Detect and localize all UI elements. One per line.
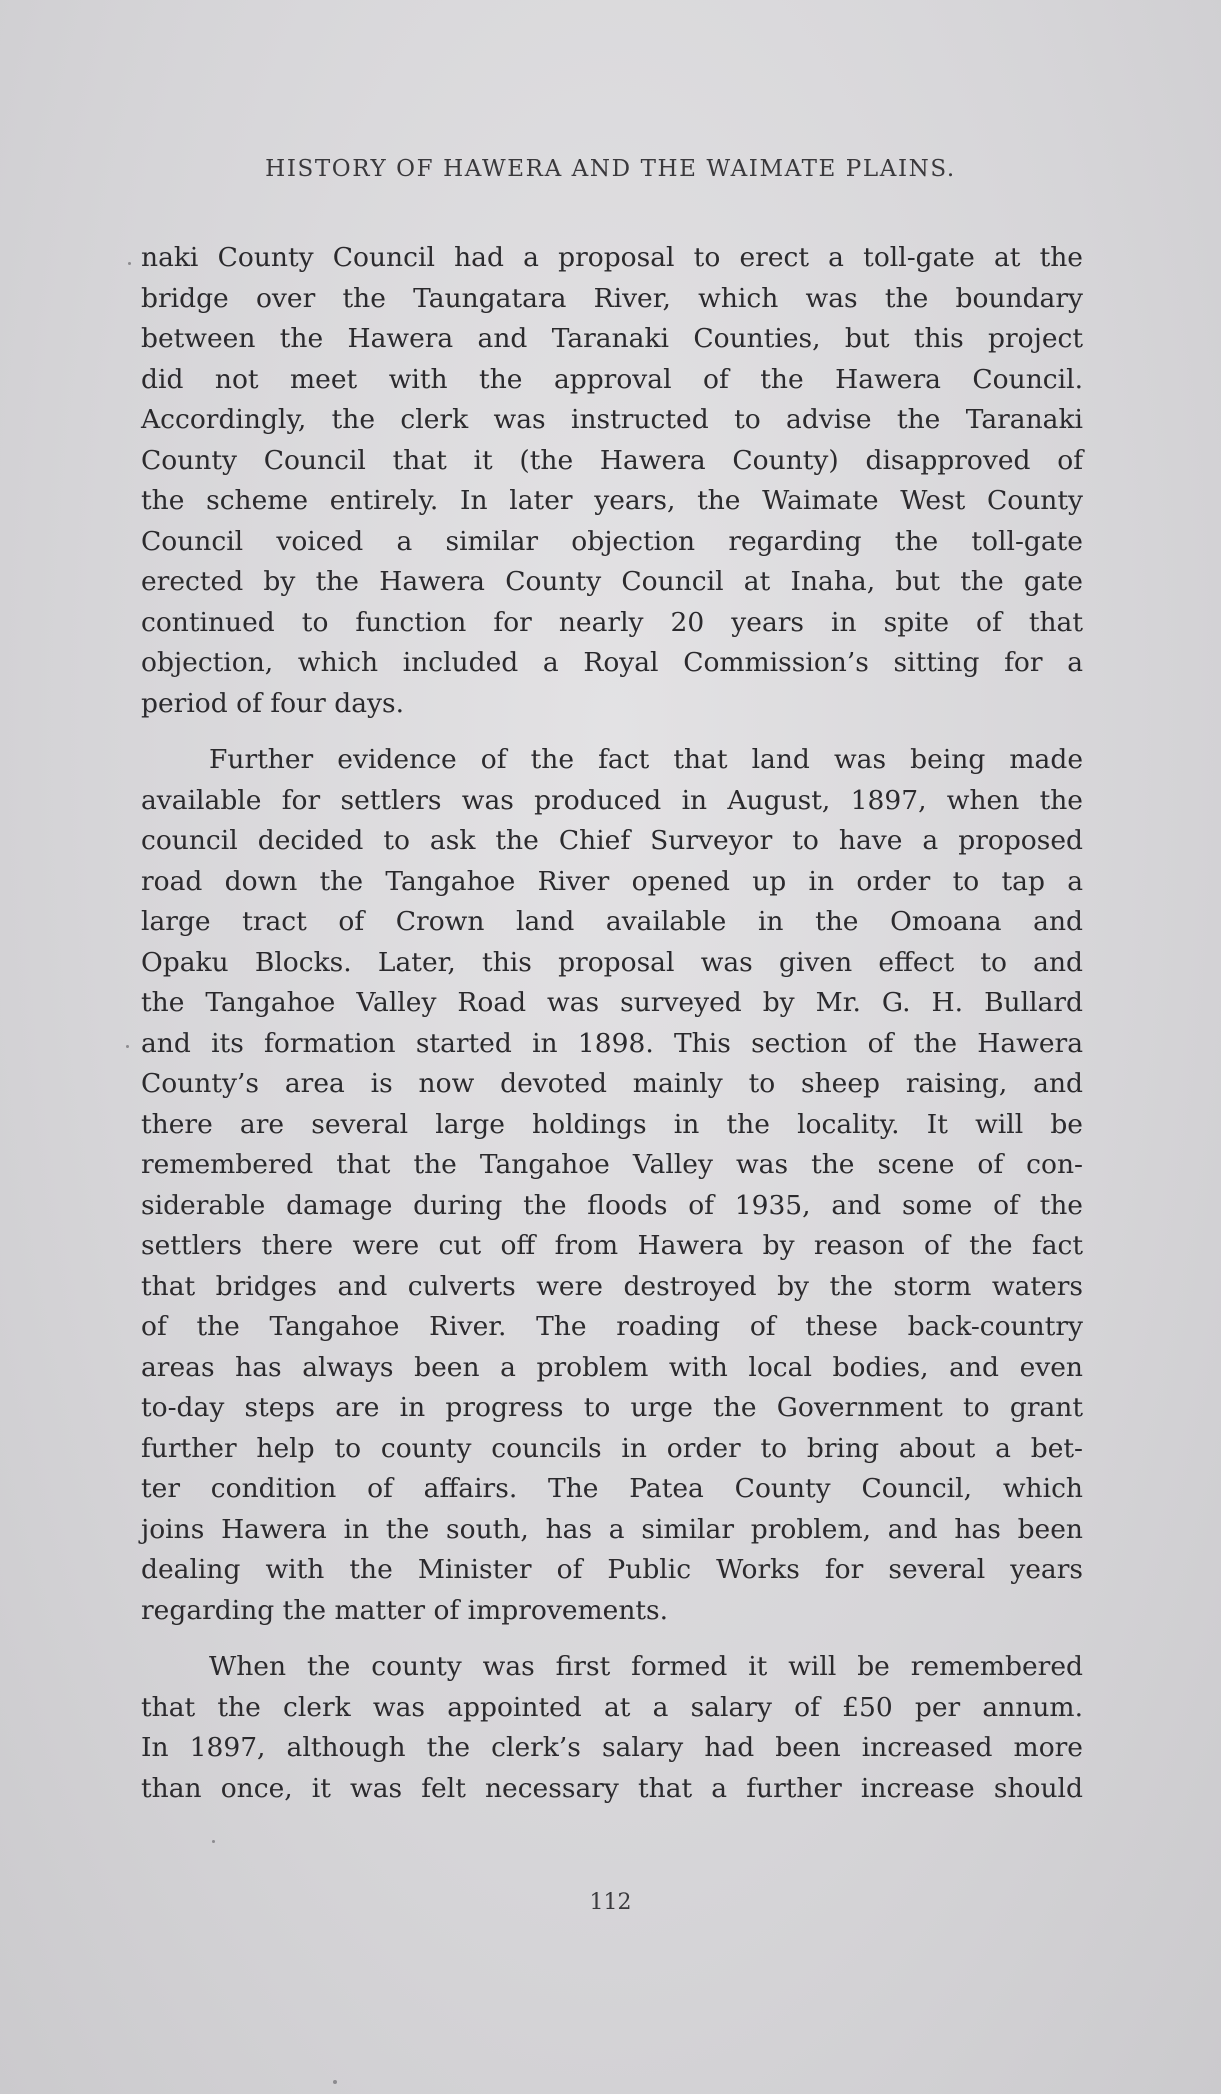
page-number: 112: [589, 1890, 632, 1915]
text-line: County Council that it (the Hawera County) disapproved of: [141, 444, 1083, 476]
text-line: naki County Council had a proposal to erect a toll-gate at the: [141, 242, 1083, 273]
text-line: did not meet with the approval of the Hawera Council.: [141, 363, 1083, 395]
text-line: between the Hawera and Taranaki Counties, but this project: [141, 323, 1083, 354]
text-line: areas has always been a problem with local bodies, and even: [141, 1351, 1083, 1383]
paragraph-2: [141, 740, 1083, 1631]
paper-speck: [333, 2080, 337, 2084]
text-line: settlers there were cut off from Hawera by reason of the fact: [141, 1230, 1083, 1261]
text-line: ter condition of affairs. The Patea County Council, which: [141, 1473, 1083, 1504]
paragraph-1: [141, 238, 1083, 724]
text-line: the Tangahoe Valley Road was surveyed by Mr. G. H. Bullard: [141, 987, 1083, 1018]
text-line: the scheme entirely. In later years, the Waimate West County: [141, 485, 1083, 516]
paragraph-gap: [141, 724, 1083, 740]
text-line: Further evidence of the fact that land was being made: [209, 744, 1083, 775]
text-line: erected by the Hawera County Council at Inaha, but the gate: [141, 566, 1083, 597]
text-line: that the clerk was appointed at a salary of £50 per annum.: [141, 1691, 1083, 1723]
text-line: of the Tangahoe River. The roading of these back-country: [141, 1311, 1083, 1342]
body-text: [141, 238, 1083, 1809]
text-line: joins Hawera in the south, has a similar problem, and has been: [141, 1513, 1083, 1545]
text-line: road down the Tangahoe River opened up in order to tap a: [141, 865, 1083, 897]
text-line: Accordingly, the clerk was instructed to advise the Taranaki: [141, 404, 1083, 435]
text-line: continued to function for nearly 20 years in spite of that: [141, 606, 1083, 638]
text-line: large tract of Crown land available in the Omoana and: [141, 906, 1083, 937]
text-line: there are several large holdings in the locality. It will be: [141, 1108, 1083, 1140]
text-line: available for settlers was produced in August, 1897, when the: [141, 784, 1083, 816]
running-head: HISTORY OF HAWERA AND THE WAIMATE PLAINS.: [265, 156, 956, 182]
text-line: regarding the matter of improvements.: [141, 1594, 669, 1626]
paper-speck: [126, 1045, 129, 1048]
text-line: further help to county councils in order to bring about a bet-: [141, 1432, 1083, 1464]
text-line: that bridges and culverts were destroyed by the storm waters: [141, 1270, 1083, 1302]
text-line: dealing with the Minister of Public Works for several years: [141, 1554, 1083, 1585]
text-line: In 1897, although the clerk’s salary had been increased more: [141, 1732, 1083, 1763]
text-line: bridge over the Taungatara River, which was the boundary: [141, 282, 1083, 314]
paper-speck: [212, 1840, 215, 1843]
paper-speck: [128, 262, 131, 265]
text-line: to-day steps are in progress to urge the Government to grant: [141, 1392, 1083, 1423]
text-line: When the county was first formed it will be remembered: [209, 1651, 1083, 1682]
text-line: period of four days.: [141, 687, 404, 719]
text-line: siderable damage during the floods of 1935, and some of the: [141, 1189, 1083, 1221]
text-line: objection, which included a Royal Commission’s sitting for a: [141, 647, 1083, 678]
text-line: and its formation started in 1898. This section of the Hawera: [141, 1027, 1083, 1059]
text-line: Council voiced a similar objection regarding the toll-gate: [141, 525, 1083, 557]
text-line: than once, it was felt necessary that a further increase should: [141, 1772, 1083, 1804]
text-line: Opaku Blocks. Later, this proposal was given effect to and: [141, 946, 1083, 978]
text-line: remembered that the Tangahoe Valley was the scene of con-: [141, 1149, 1083, 1180]
text-line: council decided to ask the Chief Surveyor to have a proposed: [141, 825, 1083, 856]
paragraph-gap: [141, 1631, 1083, 1647]
text-line: County’s area is now devoted mainly to sheep raising, and: [141, 1068, 1083, 1099]
paragraph-3: [141, 1647, 1083, 1809]
